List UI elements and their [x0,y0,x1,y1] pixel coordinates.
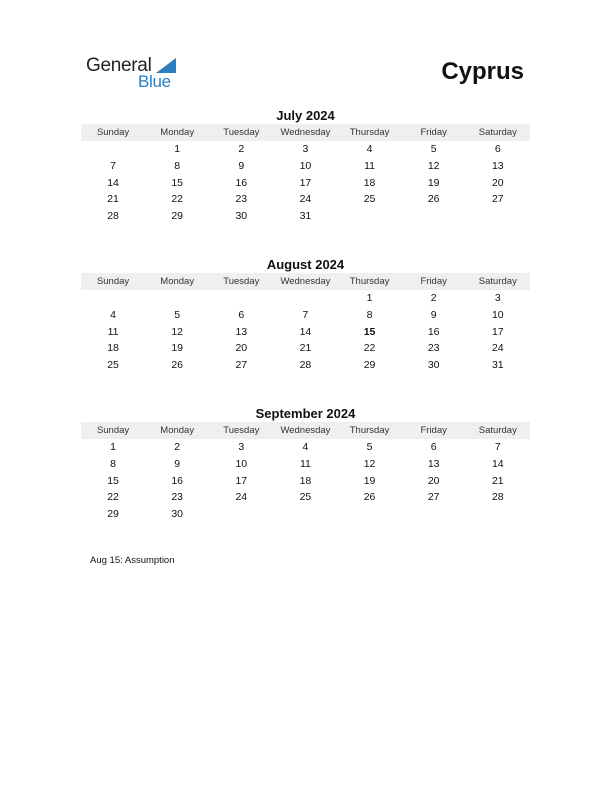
weekday-label: Sunday [96,276,130,287]
day-cell: 20 [427,474,440,487]
day-cell: 21 [491,474,504,487]
weekday-label: Monday [160,425,195,436]
day-cell: 3 [302,143,309,155]
month-title: August 2024 [266,257,345,272]
day-cell: 1 [174,143,181,155]
day-cell: 28 [107,210,119,223]
day-cell [81,141,145,158]
week-row [81,456,530,473]
day-cell: 26 [427,193,440,206]
day-cell: 8 [174,159,181,172]
day-cell [402,506,466,523]
week-row [81,208,530,225]
day-cell: 12 [427,159,440,172]
day-cell [273,290,337,307]
day-cell: 23 [235,193,248,206]
day-cell: 27 [427,491,440,504]
week-row [81,307,530,324]
weekday-label: Sunday [96,127,130,138]
day-cell: 10 [235,457,248,470]
day-cell: 5 [430,143,437,155]
week-row [81,324,530,341]
day-cell: 19 [427,176,440,189]
week-row [81,439,530,456]
day-cell: 16 [427,325,440,338]
day-cell: 4 [110,308,116,321]
week-row [81,473,530,490]
day-cell: 25 [299,491,312,504]
logo-triangle-icon [156,58,176,73]
month-calendar [81,107,530,225]
day-cell: 13 [491,159,504,172]
day-cell: 2 [238,143,245,155]
day-cell [466,208,530,225]
day-cell: 1 [366,292,373,304]
day-cell: 3 [494,292,501,304]
month-calendar [81,405,530,523]
day-cell: 31 [299,210,312,223]
day-cell: 27 [491,193,504,206]
day-cell: 6 [238,308,245,321]
day-cell: 12 [171,325,184,338]
day-cell: 10 [491,308,504,321]
day-cell [145,290,209,307]
day-cell [209,506,273,523]
day-cell: 13 [427,457,440,470]
day-cell: 26 [171,359,184,372]
day-cell [273,506,337,523]
week-row [81,489,530,506]
week-row [81,158,530,175]
day-cell: 4 [366,143,373,155]
day-cell: 7 [494,441,501,453]
day-cell: 15 [171,176,184,189]
day-cell: 20 [491,176,504,189]
weekday-label: Monday [160,127,195,138]
day-cell: 17 [235,474,248,487]
day-cell: 2 [174,441,181,453]
day-cell: 28 [299,359,312,372]
day-cell: 19 [363,474,376,487]
weekday-header-row [81,273,530,290]
weekday-label: Wednesday [280,276,331,287]
day-cell: 15 [107,474,119,487]
day-cell: 9 [174,457,181,470]
weekday-label: Wednesday [280,425,331,436]
weekday-label: Tuesday [223,425,260,436]
weekday-label: Saturday [478,425,517,436]
weekday-label: Monday [160,276,195,287]
day-cell: 24 [299,193,312,206]
week-row [81,357,530,374]
logo-text-general: General [86,55,152,76]
weekday-label: Thursday [349,276,390,287]
day-cell: 29 [107,508,119,521]
day-cell: 7 [110,159,116,172]
day-cell: 18 [299,474,312,487]
weekday-header-row [81,124,530,141]
day-cell: 13 [235,325,248,338]
day-cell: 3 [238,441,245,453]
day-cell: 20 [235,342,248,355]
day-cell: 27 [235,359,248,372]
week-row [81,191,530,208]
day-cell: 29 [171,210,184,223]
weekday-label: Friday [420,127,447,138]
day-cell: 5 [174,308,181,321]
day-cell [466,506,530,523]
day-cell: 16 [171,474,184,487]
weekday-label: Friday [420,425,447,436]
day-cell: 19 [171,342,184,355]
month-title: September 2024 [255,406,356,421]
day-cell: 26 [363,491,376,504]
day-cell: 14 [491,457,504,470]
day-cell: 21 [299,342,312,355]
day-cell: 22 [171,193,184,206]
day-cell: 8 [110,457,116,470]
day-cell: 31 [491,359,504,372]
day-cell: 23 [171,491,184,504]
day-cell [338,506,402,523]
weekday-label: Saturday [478,276,517,287]
day-cell: 6 [430,441,437,453]
logo-text-blue: Blue [138,72,171,91]
day-cell: 8 [366,308,373,321]
day-cell [338,208,402,225]
day-cell [209,290,273,307]
day-cell: 11 [107,325,119,338]
day-cell: 11 [299,457,311,470]
day-cell: 17 [299,176,312,189]
week-row [81,290,530,307]
day-cell: 23 [427,342,440,355]
month-calendar [81,256,530,374]
week-row [81,141,530,158]
day-cell: 17 [491,325,504,338]
week-row [81,175,530,192]
weekday-label: Saturday [478,127,517,138]
holiday-note: Aug 15: Assumption [90,555,175,566]
day-cell: 16 [235,176,248,189]
month-title: July 2024 [276,108,335,123]
day-cell: 22 [363,342,376,355]
holiday-notes [90,555,175,566]
day-cell: 18 [363,176,376,189]
day-cell: 14 [299,325,312,338]
weekday-header-row [81,422,530,439]
day-cell: 22 [107,491,119,504]
day-cell: 24 [491,342,504,355]
holiday-day-cell: 15 [363,325,376,338]
weekday-label: Tuesday [223,276,260,287]
generalblue-logo [86,55,186,95]
day-cell: 24 [235,491,248,504]
weekday-label: Sunday [96,425,130,436]
day-cell: 18 [107,342,119,355]
day-cell: 2 [430,292,437,304]
day-cell: 21 [107,193,119,206]
day-cell: 4 [302,441,309,453]
day-cell: 1 [110,441,116,453]
week-row [81,506,530,523]
day-cell: 25 [107,359,119,372]
day-cell: 9 [238,159,245,172]
day-cell: 9 [430,308,437,321]
day-cell: 10 [299,159,312,172]
day-cell: 28 [491,491,504,504]
weekday-label: Friday [420,276,447,287]
day-cell [81,290,145,307]
day-cell: 11 [364,159,376,172]
weekday-label: Thursday [349,425,390,436]
weekday-label: Tuesday [223,127,260,138]
day-cell [402,208,466,225]
day-cell: 7 [302,308,309,321]
day-cell: 29 [363,359,376,372]
day-cell: 12 [363,457,376,470]
day-cell: 5 [366,441,373,453]
day-cell: 30 [427,359,440,372]
day-cell: 30 [235,210,248,223]
weekday-label: Wednesday [280,127,331,138]
weekday-label: Thursday [349,127,390,138]
country-title: Cyprus [441,58,524,85]
day-cell: 14 [107,176,119,189]
day-cell: 30 [171,508,184,521]
week-row [81,340,530,357]
day-cell: 6 [494,143,501,155]
day-cell: 25 [363,193,376,206]
